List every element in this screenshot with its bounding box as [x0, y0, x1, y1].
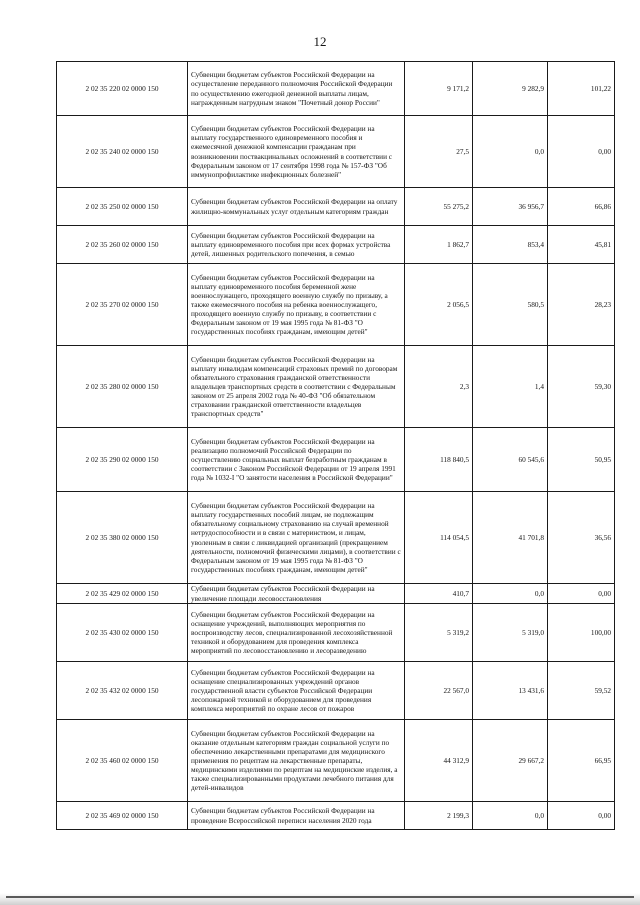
description-cell [188, 662, 405, 720]
budget-code-cell: 2 02 35 380 02 0000 150 [57, 492, 188, 584]
scan-edge-line [6, 896, 634, 898]
scan-edge-shadow [0, 893, 640, 905]
budget-code-cell: 2 02 35 240 02 0000 150 [57, 116, 188, 188]
executed-amount-cell: 0,0 [473, 584, 548, 604]
budget-code-cell: 2 02 35 430 02 0000 150 [57, 604, 188, 662]
budget-code-cell: 2 02 35 429 02 0000 150 [57, 584, 188, 604]
budget-code-cell: 2 02 35 250 02 0000 150 [57, 188, 188, 226]
execution-percent-cell: 0,00 [548, 584, 615, 604]
table-row [57, 188, 615, 226]
description-cell [188, 492, 405, 584]
execution-percent-cell: 101,22 [548, 62, 615, 116]
description-cell [188, 116, 405, 188]
executed-amount-cell: 9 282,9 [473, 62, 548, 116]
execution-percent-cell: 59,52 [548, 662, 615, 720]
description-text: Субвенции бюджетам субъектов Российской Федерации на осуществление переданного полномочия Российской Федерации по осуществлению ежегодной денежной выплаты лицам, награжденным нагрудным знаком "Почетный донор России" [191, 70, 393, 107]
plan-amount-cell: 44 312,9 [405, 720, 473, 802]
execution-percent-cell: 66,95 [548, 720, 615, 802]
executed-amount-cell: 13 431,6 [473, 662, 548, 720]
plan-amount-cell: 118 840,5 [405, 428, 473, 492]
execution-percent-cell: 50,95 [548, 428, 615, 492]
plan-amount-cell: 5 319,2 [405, 604, 473, 662]
plan-amount-cell: 9 171,2 [405, 62, 473, 116]
description-text: Субвенции бюджетам субъектов Российской Федерации на оснащение учреждений, выполняющих мероприятия по воспроизводству лесов, специализированной лесохозяйственной техникой и оборудованием для проведения комплекса мероприятий по лесовосстановлению и лесоразведению [191, 609, 393, 656]
execution-percent-cell: 0,00 [548, 116, 615, 188]
budget-code-cell: 2 02 35 432 02 0000 150 [57, 662, 188, 720]
budget-code-cell: 2 02 35 469 02 0000 150 [57, 802, 188, 830]
plan-amount-cell: 2 199,3 [405, 802, 473, 830]
executed-amount-cell: 41 701,8 [473, 492, 548, 584]
budget-code-cell: 2 02 35 220 02 0000 150 [57, 62, 188, 116]
table-row [57, 346, 615, 428]
executed-amount-cell: 0,0 [473, 116, 548, 188]
table-row [57, 662, 615, 720]
execution-percent-cell: 66,86 [548, 188, 615, 226]
plan-amount-cell: 55 275,2 [405, 188, 473, 226]
execution-percent-cell: 0,00 [548, 802, 615, 830]
execution-percent-cell: 59,30 [548, 346, 615, 428]
executed-amount-cell: 580,5 [473, 264, 548, 346]
description-cell [188, 802, 405, 830]
description-text: Субвенции бюджетам субъектов Российской Федерации на выплату инвалидам компенсаций страховых премий по договорам обязательного страхования гражданской ответственности владельцев транспортных средств в соответствии с Федеральным законом от 25 апреля 2002 года № 40-ФЗ "Об обязательном страховании гражданской ответственности владельцев транспортных средств" [191, 354, 398, 419]
description-text: Субвенции бюджетам субъектов Российской Федерации на выплату единовременного пособия при всех формах устройства детей, лишенных родительского попечения, в семью [191, 230, 391, 259]
table-row [57, 604, 615, 662]
description-cell [188, 604, 405, 662]
budget-code-cell: 2 02 35 460 02 0000 150 [57, 720, 188, 802]
description-cell [188, 584, 405, 604]
plan-amount-cell: 114 054,5 [405, 492, 473, 584]
execution-percent-cell: 28,23 [548, 264, 615, 346]
table-row [57, 264, 615, 346]
plan-amount-cell: 410,7 [405, 584, 473, 604]
budget-code-cell: 2 02 35 280 02 0000 150 [57, 346, 188, 428]
executed-amount-cell: 1,4 [473, 346, 548, 428]
executed-amount-cell: 853,4 [473, 226, 548, 264]
executed-amount-cell: 29 667,2 [473, 720, 548, 802]
description-cell [188, 428, 405, 492]
description-text: Субвенции бюджетам субъектов Российской Федерации на выплату государственного единовременного пособия и ежемесячной денежной компенсации гражданам при возникновении поствакцинальных осложнений в соответствии с Федеральным законом от 17 сентября 1998 года № 157-ФЗ "Об иммунопрофилактике инфекционных болезней" [191, 124, 393, 179]
executed-amount-cell: 5 319,0 [473, 604, 548, 662]
description-cell [188, 188, 405, 226]
description-cell [188, 62, 405, 116]
description-text: Субвенции бюджетам субъектов Российской Федерации на реализацию полномочий Российской Федерации по осуществлению социальных выплат безработным гражданам в соответствии с Законом Российской Федерации от 19 апреля 1991 года № 1032-I "О занятости населения в Российской Федерации" [191, 436, 396, 483]
executed-amount-cell: 60 545,6 [473, 428, 548, 492]
plan-amount-cell: 2 056,5 [405, 264, 473, 346]
budget-code-cell: 2 02 35 290 02 0000 150 [57, 428, 188, 492]
table-row [57, 62, 615, 116]
description-cell [188, 264, 405, 346]
description-text: Субвенции бюджетам субъектов Российской Федерации на выплату государственных пособий лицам, не подлежащим обязательному социальному страхованию на случай временной нетрудоспособности и в связи с материнством, и лицам, уволенным в связи с ликвидацией организаций (прекращением деятельности, полномочий физическими лицами), в соответствии с Федеральным законом от 19 мая 1995 года № 81-ФЗ "О государственных пособиях гражданам, имеющим детей" [191, 501, 401, 574]
execution-percent-cell: 45,81 [548, 226, 615, 264]
description-text: Субвенции бюджетам субъектов Российской Федерации на выплату единовременного пособия беременной жене военнослужащего, проходящего военную службу по призыву, а также ежемесячного пособия на ребенка военнослужащего, проходящего военную службу по призыву, в соответствии с Федеральным законом от 19 мая 1995 года № 81-ФЗ "О государственных пособиях гражданам, имеющим детей" [191, 272, 388, 337]
table-row [57, 116, 615, 188]
table-row [57, 584, 615, 604]
table-row [57, 720, 615, 802]
execution-percent-cell: 100,00 [548, 604, 615, 662]
execution-percent-cell: 36,56 [548, 492, 615, 584]
description-text: Субвенции бюджетам субъектов Российской Федерации на оказание отдельным категориям граждан социальной услуги по обеспечению лекарственными препаратами для медицинского применения по рецептам на лекарственные препараты, медицинскими изделиями по рецептам на медицинские изделия, а также специализированными продуктами лечебного питания для детей-инвалидов [191, 728, 398, 793]
budget-code-cell: 2 02 35 270 02 0000 150 [57, 264, 188, 346]
executed-amount-cell: 36 956,7 [473, 188, 548, 226]
description-cell [188, 346, 405, 428]
plan-amount-cell: 27,5 [405, 116, 473, 188]
budget-code-cell: 2 02 35 260 02 0000 150 [57, 226, 188, 264]
executed-amount-cell: 0,0 [473, 802, 548, 830]
description-cell [188, 226, 405, 264]
table-row [57, 802, 615, 830]
description-text: Субвенции бюджетам субъектов Российской Федерации на оплату жилищно-коммунальных услуг отдельным категориям граждан [191, 197, 398, 216]
table-row [57, 428, 615, 492]
table-row [57, 226, 615, 264]
plan-amount-cell: 22 567,0 [405, 662, 473, 720]
plan-amount-cell: 2,3 [405, 346, 473, 428]
description-text: Субвенции бюджетам субъектов Российской Федерации на проведение Всероссийской переписи населения 2020 года [191, 806, 375, 825]
page-number: 12 [313, 34, 327, 49]
budget-revenue-table [56, 61, 615, 830]
table-row [57, 492, 615, 584]
description-text: Субвенции бюджетам субъектов Российской Федерации на оснащение специализированных учреждений органов государственной власти субъектов Российской Федерации лесопожарной техникой и оборудованием для проведения комплекса мероприятий по охране лесов от пожаров [191, 667, 375, 714]
description-text: Субвенции бюджетам субъектов Российской Федерации на увеличение площади лесовосстановления [191, 584, 375, 603]
description-cell [188, 720, 405, 802]
plan-amount-cell: 1 862,7 [405, 226, 473, 264]
